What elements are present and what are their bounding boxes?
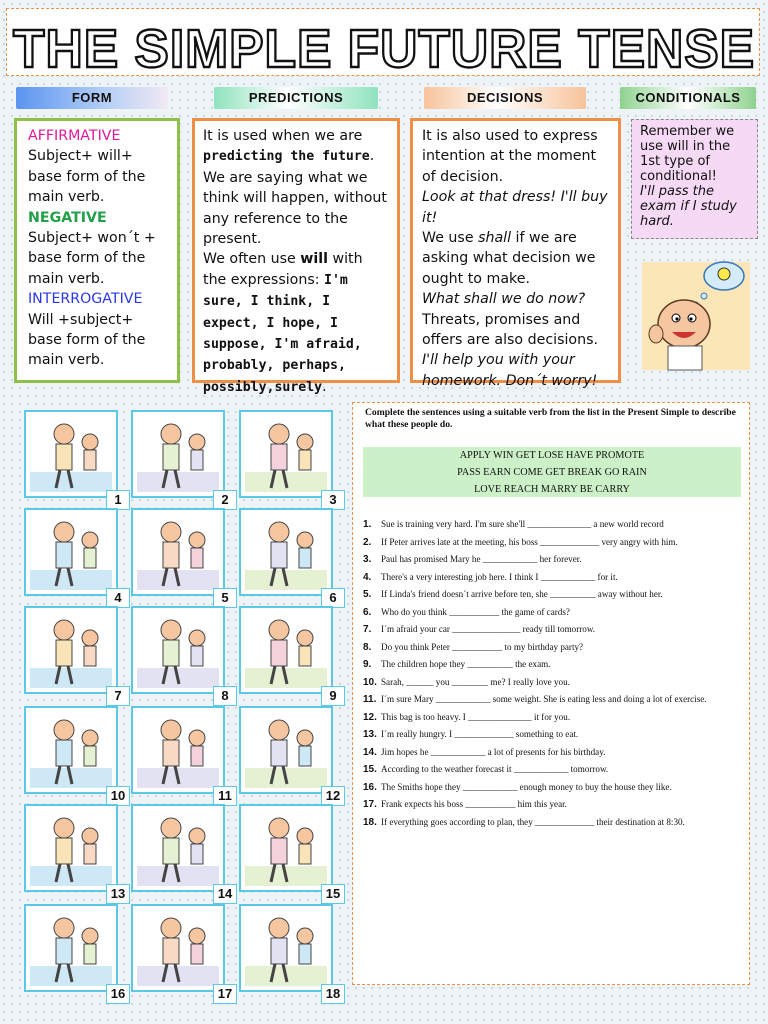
picture-16 — [24, 904, 118, 992]
picture-13 — [24, 804, 118, 892]
sentence-number: 13. — [363, 729, 377, 740]
exercise-sentence — [363, 691, 743, 709]
cartoon-figure-icon — [26, 806, 116, 890]
pred-text: . — [322, 378, 327, 395]
exercise-sentence — [363, 569, 743, 587]
affirmative-label: AFFIRMATIVE — [28, 128, 121, 144]
header-form: FORM — [16, 87, 168, 109]
interrogative-text: Will +subject+ base form of the main verb. — [28, 311, 146, 369]
picture-number: 15 — [321, 884, 345, 904]
word-bank-line: LOVE REACH MARRY BE CARRY — [474, 484, 630, 495]
header-conditionals: CONDITIONALS — [620, 87, 756, 109]
sentence-number: 2. — [363, 536, 372, 548]
sentence-number: 15. — [363, 764, 377, 775]
predictions-para-2 — [203, 249, 389, 398]
picture-18 — [239, 904, 333, 992]
page-title: THE SIMPLE FUTURE TENSE — [13, 19, 755, 77]
exercise-sentence — [363, 604, 743, 622]
sentence-number: 8. — [363, 641, 372, 653]
cartoon-figure-icon — [26, 906, 116, 990]
sentence-number: 7. — [363, 624, 372, 635]
title-banner — [6, 8, 760, 76]
decisions-para-1: It is also used to express intention at the moment of decision. — [422, 128, 598, 185]
decisions-example-2: What shall we do now? — [422, 291, 586, 308]
picture-number: 11 — [213, 786, 237, 806]
picture-number: 6 — [321, 588, 345, 608]
picture-7 — [24, 606, 118, 694]
interrogative-label: INTERROGATIVE — [28, 291, 143, 308]
sentence-text: According to the weather forecast it ____________ tomorrow. — [381, 764, 609, 774]
sentence-text: The children hope they __________ the exam. — [381, 659, 551, 669]
exercise-sentence — [363, 534, 743, 552]
conditionals-text: Remember we use will in the 1st type of conditional! — [640, 124, 735, 184]
picture-17 — [131, 904, 225, 992]
dec-text: if we are asking what decision we ought to make. — [422, 230, 596, 287]
picture-5 — [131, 508, 225, 596]
predictions-box — [192, 118, 400, 395]
exercise-sentence — [363, 814, 743, 832]
exercise-instructions: Complete the sentences using a suitable verb from the list in the Present Simple to describe what these people do. — [365, 407, 736, 430]
picture-number: 17 — [213, 984, 237, 1004]
cartoon-figure-icon — [133, 608, 223, 692]
sentence-number: 4. — [363, 571, 372, 583]
sentence-text: Do you think Peter ___________ to my birthday party? — [381, 641, 584, 652]
cartoon-figure-icon — [241, 708, 331, 792]
exercise-sentence — [363, 674, 743, 692]
decisions-para-3: Threats, promises and offers are also decisions. — [422, 311, 598, 349]
picture-11 — [131, 706, 225, 794]
pred-text: We often use — [203, 251, 301, 268]
sentence-text: I´m really hungry. I _____________ something to eat. — [381, 729, 579, 739]
word-bank-line: APPLY WIN GET LOSE HAVE PROMOTE — [459, 450, 645, 461]
exercise-sentence — [363, 726, 743, 744]
picture-number: 3 — [321, 490, 345, 510]
cartoon-figure-icon — [241, 608, 331, 692]
cartoon-figure-icon — [133, 412, 223, 496]
dec-text: We use — [422, 230, 479, 247]
picture-number: 5 — [213, 588, 237, 608]
picture-number: 8 — [213, 686, 237, 706]
sentence-number: 5. — [363, 589, 372, 600]
sentence-text: The Smiths hope they ____________ enough money to buy the house they like. — [381, 781, 672, 792]
picture-number: 1 — [106, 490, 130, 510]
exercise-sentence — [363, 761, 743, 779]
header-decisions: DECISIONS — [424, 87, 586, 109]
exercise-panel — [352, 402, 750, 985]
thinking-boy-illustration — [634, 252, 756, 372]
picture-number: 16 — [106, 984, 130, 1004]
sentence-number: 17. — [363, 799, 377, 810]
sentence-number: 10. — [363, 676, 377, 688]
sentence-text: If everything goes according to plan, they _____________ their destination at 8:30. — [381, 816, 685, 827]
sentence-number: 14. — [363, 746, 377, 758]
exercise-sentence — [363, 709, 743, 727]
picture-number: 14 — [213, 884, 237, 904]
picture-12 — [239, 706, 333, 794]
sentence-text: There's a very interesting job here. I think I ____________ for it. — [381, 571, 618, 582]
sentence-number: 18. — [363, 816, 377, 828]
negative-text: Subject+ won´t + base form of the main verb. — [28, 230, 156, 287]
picture-15 — [239, 804, 333, 892]
cartoon-figure-icon — [241, 510, 331, 594]
conditionals-box — [631, 119, 758, 239]
exercise-sentence — [363, 779, 743, 797]
decisions-example-3: I'll help you with your homework. Don´t worry! — [422, 352, 598, 389]
pred-text: It is used when we are — [203, 128, 363, 144]
sentence-text: Who do you think ___________ the game of cards? — [381, 606, 570, 617]
sentence-text: Jim hopes he ____________ a lot of presents for his birthday. — [381, 746, 606, 757]
sentence-number: 9. — [363, 659, 372, 670]
word-bank — [363, 447, 741, 497]
cartoon-figure-icon — [26, 510, 116, 594]
exercise-sentence — [363, 744, 743, 762]
picture-2 — [131, 410, 225, 498]
conditionals-example: I'll pass the exam if I study hard. — [640, 184, 737, 229]
sentence-number: 6. — [363, 606, 372, 618]
sentence-text: I´m afraid your car _______________ ready till tomorrow. — [381, 624, 596, 634]
picture-3 — [239, 410, 333, 498]
cartoon-figure-icon — [26, 412, 116, 496]
picture-number: 2 — [213, 490, 237, 510]
picture-14 — [131, 804, 225, 892]
picture-4 — [24, 508, 118, 596]
exercise-sentence — [363, 639, 743, 657]
sentence-number: 3. — [363, 554, 372, 565]
picture-number: 7 — [106, 686, 130, 706]
sentence-number: 1. — [363, 519, 372, 530]
word-bank-line: PASS EARN COME GET BREAK GO RAIN — [457, 467, 647, 478]
picture-10 — [24, 706, 118, 794]
sentence-number: 11. — [363, 694, 377, 705]
exercise-sentence — [363, 551, 743, 569]
cartoon-figure-icon — [26, 608, 116, 692]
pred-text: . We are saying what we think will happen, without any reference to the present. — [203, 148, 387, 248]
form-box — [14, 118, 180, 383]
cartoon-figure-icon — [26, 708, 116, 792]
sentence-list — [363, 516, 743, 831]
pred-will: will — [300, 251, 328, 268]
cartoon-figure-icon — [133, 906, 223, 990]
exercise-sentence — [363, 621, 743, 639]
picture-number: 18 — [321, 984, 345, 1004]
picture-9 — [239, 606, 333, 694]
cartoon-figure-icon — [241, 906, 331, 990]
exercise-sentence — [363, 796, 743, 814]
picture-6 — [239, 508, 333, 596]
sentence-text: Frank expects his boss ___________ him this year. — [381, 799, 567, 809]
header-predictions: PREDICTIONS — [214, 87, 378, 109]
sentence-number: 12. — [363, 711, 377, 723]
dec-shall: shall — [478, 230, 512, 247]
picture-1 — [24, 410, 118, 498]
sentence-text: If Peter arrives late at the meeting, his boss _____________ very angry with him. — [381, 536, 678, 547]
sentence-text: Sue is training very hard. I'm sure she'll ______________ a new world record — [381, 519, 664, 529]
decisions-box — [410, 118, 621, 389]
cartoon-figure-icon — [133, 708, 223, 792]
sentence-text: Paul has promised Mary he ____________ her forever. — [381, 554, 582, 564]
cartoon-figure-icon — [133, 510, 223, 594]
sentence-text: I´m sure Mary ____________ some weight. She is eating less and doing a lot of exercise. — [381, 694, 707, 704]
predictions-para-1 — [203, 126, 389, 249]
cartoon-figure-icon — [133, 806, 223, 890]
pred-emphasis: predicting the future — [203, 149, 370, 165]
exercise-sentence — [363, 656, 743, 674]
pred-text: with the expressions: — [203, 251, 363, 288]
sentence-text: This bag is too heavy. I ______________ it for you. — [381, 711, 571, 722]
cartoon-figure-icon — [241, 412, 331, 496]
negative-label: NEGATIVE — [28, 209, 107, 226]
title-svg — [7, 9, 761, 77]
picture-number: 13 — [106, 884, 130, 904]
picture-number: 10 — [106, 786, 130, 806]
exercise-sentence — [363, 586, 743, 604]
picture-number: 9 — [321, 686, 345, 706]
picture-8 — [131, 606, 225, 694]
sentence-number: 16. — [363, 781, 377, 793]
affirmative-text: Subject+ will+ base form of the main verb. — [28, 148, 146, 206]
cartoon-figure-icon — [241, 806, 331, 890]
thinking-boy-icon — [634, 252, 756, 372]
picture-number: 4 — [106, 588, 130, 608]
sentence-text: If Linda's friend doesn´t arrive before ten, she __________ away without her. — [381, 589, 663, 599]
exercise-sentence — [363, 516, 743, 534]
pred-expressions: I'm sure, I think, I expect, I hope, I suppose, I'm afraid, probably, perhaps, possibly,surely — [203, 272, 362, 395]
decisions-para-2 — [422, 228, 609, 289]
decisions-example-1: Look at that dress! I'll buy it! — [422, 189, 608, 226]
picture-number: 12 — [321, 786, 345, 806]
sentence-text: Sarah, ______ you ________ me? I really love you. — [381, 676, 570, 687]
